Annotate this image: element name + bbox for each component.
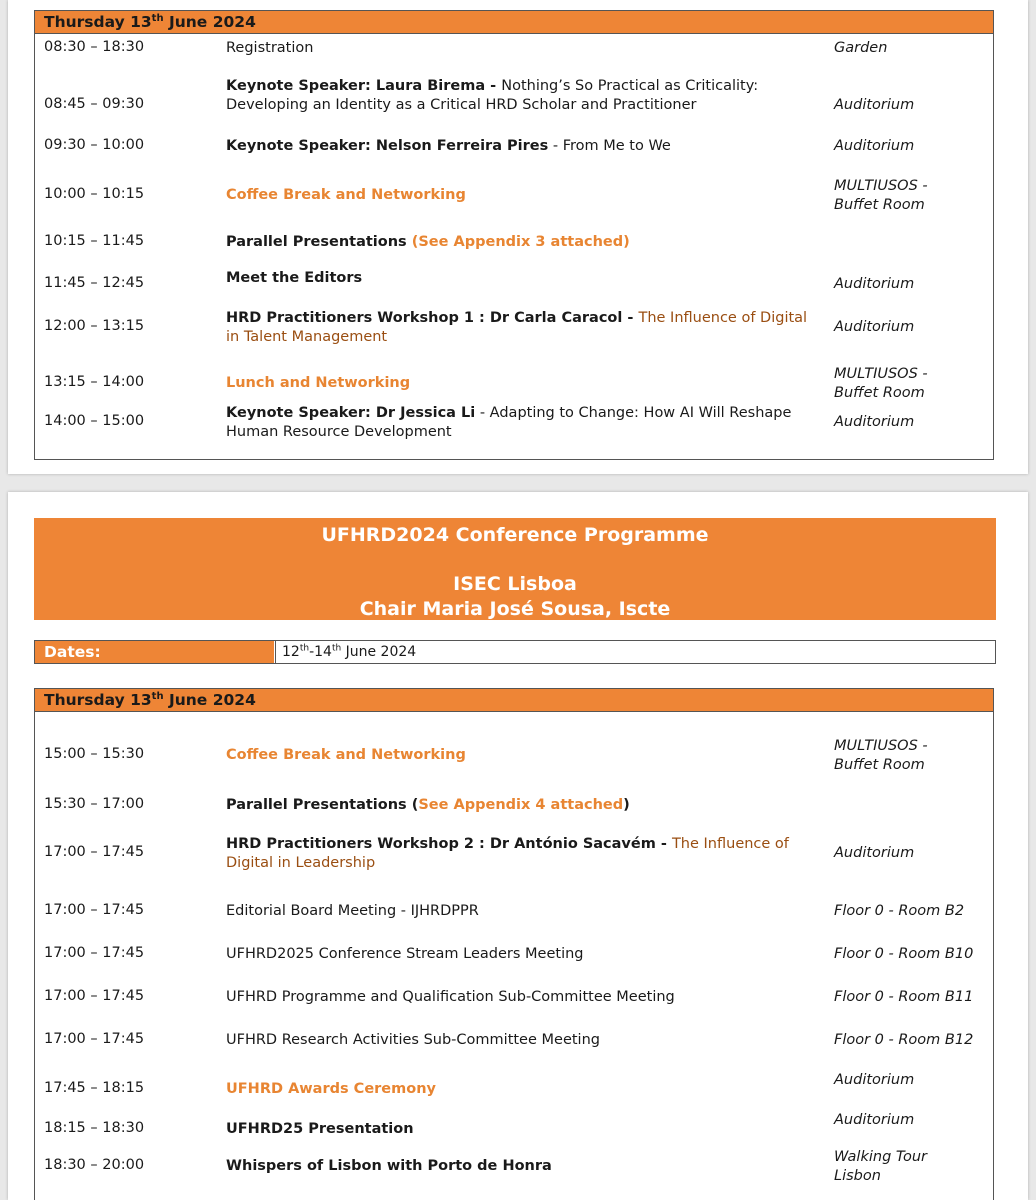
day-header: Thursday 13th June 2024 [35,11,993,34]
row-time: 13:15 – 14:00 [44,374,145,390]
row-time: 17:00 – 17:45 [44,1031,145,1047]
row-location: Auditorium [834,97,915,113]
row-description: Coffee Break and Networking [226,187,466,203]
row-time: 18:15 – 18:30 [44,1120,145,1136]
row-description: HRD Practitioners Workshop 2 : Dr António Sacavém - The Influence of Digital in Leadership [226,836,789,871]
row-location: MULTIUSOS - Buffet Room [834,738,928,773]
row-description: Editorial Board Meeting - IJHRDPPR [226,903,479,919]
row-location: Floor 0 - Room B11 [834,989,974,1005]
row-time: 10:15 – 11:45 [44,233,145,249]
row-location: Walking Tour Lisbon [834,1149,927,1184]
row-location: Auditorium [834,1072,915,1088]
row-time: 15:30 – 17:00 [44,796,145,812]
row-time: 18:30 – 20:00 [44,1157,145,1173]
row-time: 12:00 – 13:15 [44,318,145,334]
row-description: Meet the Editors [226,270,363,286]
row-description: UFHRD Awards Ceremony [226,1081,436,1097]
schedule-table-1 [34,10,994,460]
row-location: Auditorium [834,845,915,861]
row-description: Keynote Speaker: Laura Birema - Nothing’s So Practical as Criticality: Developing an Identity as a Critical HRD Scholar and Practitioner [226,78,759,113]
row-description: HRD Practitioners Workshop 1 : Dr Carla Caracol - The Influence of Digital in Talent Management [226,310,808,345]
row-location: Floor 0 - Room B12 [834,1032,974,1048]
row-description: UFHRD25 Presentation [226,1121,414,1137]
row-time: 17:00 – 17:45 [44,902,145,918]
programme-title: UFHRD2024 Conference Programme [321,524,709,546]
row-location: Garden [834,40,888,56]
row-description: Keynote Speaker: Nelson Ferreira Pires - From Me to We [226,138,671,154]
programme-page-1 [8,0,1028,474]
programme-venue: ISEC Lisboa [453,573,577,595]
row-description: Parallel Presentations (See Appendix 4 attached) [226,797,630,813]
row-location: MULTIUSOS - Buffet Room [834,178,928,213]
row-description: UFHRD Research Activities Sub-Committee Meeting [226,1032,600,1048]
row-time: 14:00 – 15:00 [44,413,145,429]
row-location: Floor 0 - Room B2 [834,903,965,919]
row-location: Auditorium [834,414,915,430]
row-time: 17:00 – 17:45 [44,945,145,961]
programme-page-2 [8,492,1028,1200]
row-description: Registration [226,40,314,56]
row-time: 09:30 – 10:00 [44,137,145,153]
row-time: 17:00 – 17:45 [44,844,145,860]
programme-header [34,518,996,620]
row-description: Lunch and Networking [226,375,411,391]
row-time: 17:00 – 17:45 [44,988,145,1004]
row-location: Auditorium [834,319,915,335]
row-description: UFHRD2025 Conference Stream Leaders Meeting [226,946,584,962]
row-location: Auditorium [834,138,915,154]
row-time: 11:45 – 12:45 [44,275,145,291]
row-location: Auditorium [834,1112,915,1128]
dates-row [34,640,996,664]
dates-label: Dates: [35,641,274,663]
row-description: Keynote Speaker: Dr Jessica Li - Adapting to Change: How AI Will Reshape Human Resource Development [226,405,792,440]
schedule-table-2 [34,688,994,1200]
row-location: Floor 0 - Room B10 [834,946,974,962]
row-time: 17:45 – 18:15 [44,1080,145,1096]
row-time: 15:00 – 15:30 [44,746,145,762]
row-location: Auditorium [834,276,915,292]
dates-value: 12th-14th June 2024 [275,641,416,663]
row-time: 08:45 – 09:30 [44,96,145,112]
day-header: Thursday 13th June 2024 [35,689,993,712]
row-description: UFHRD Programme and Qualification Sub-Committee Meeting [226,989,675,1005]
row-location: MULTIUSOS - Buffet Room [834,366,928,401]
row-time: 10:00 – 10:15 [44,186,145,202]
row-description: Coffee Break and Networking [226,747,466,763]
row-description: Whispers of Lisbon with Porto de Honra [226,1158,552,1174]
programme-chair: Chair Maria José Sousa, Iscte [359,598,671,620]
row-description: Parallel Presentations (See Appendix 3 attached) [226,234,630,250]
row-time: 08:30 – 18:30 [44,39,145,55]
